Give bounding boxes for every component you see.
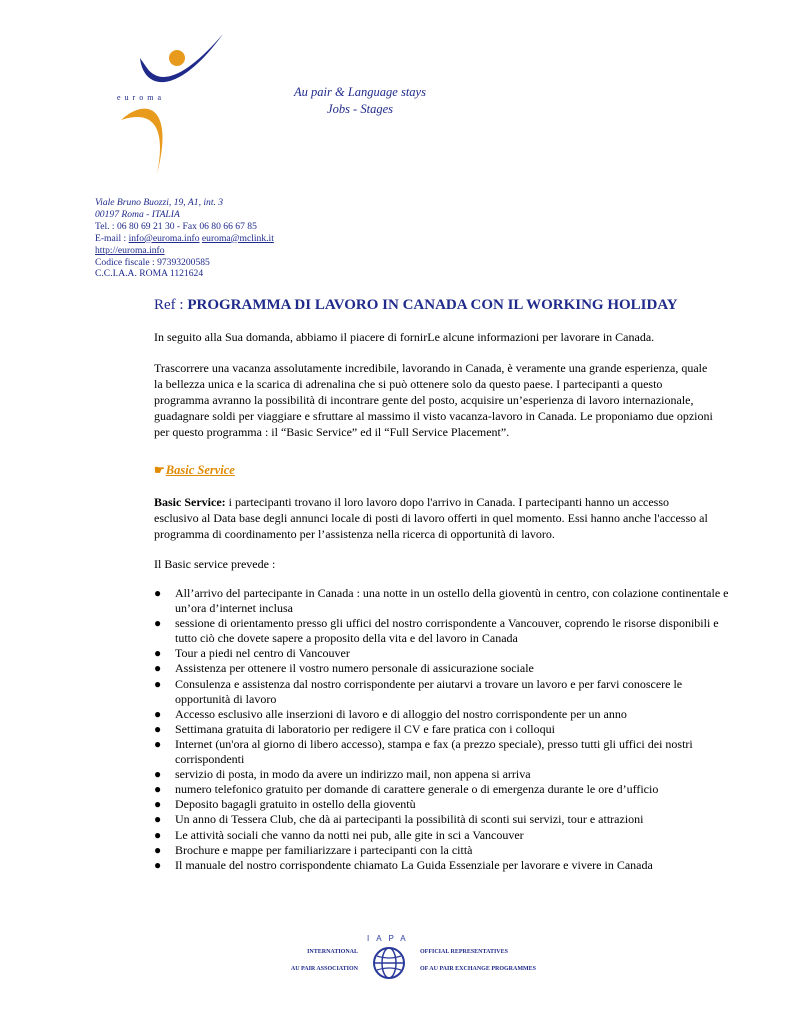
list-item: ● Un anno di Tessera Club, che dà ai partecipanti la possibilità di sconti sui servizi, tour e attrazioni xyxy=(154,812,644,827)
basic-service-text: i partecipanti trovano il loro lavoro dopo l'arrivo in Canada. I partecipanti hanno un accesso esclusivo al Data base degli annunci locale di posti di lavoro offerti in quel momento. Essi hanno anche l'accesso al programma di coordinamento per l’assistenza nella ricerca di opportunità di lavoro. xyxy=(154,495,708,541)
basic-service-link-text: Basic Service xyxy=(165,463,235,477)
tagline xyxy=(260,84,460,118)
list-item: ● Consulenza e assistenza dal nostro corrispondente per aiutarvi a trovare un lavoro e per farvi conoscere le opportunità di lavoro xyxy=(154,676,683,706)
basic-service-paragraph xyxy=(154,494,714,542)
ref-title: PROGRAMMA DI LAVORO IN CANADA CON IL WORKING HOLIDAY xyxy=(187,297,678,313)
bullet-icon: ● xyxy=(154,782,162,797)
email-prefix: E-mail : xyxy=(95,232,129,244)
city-address: 00197 Roma - ITALIA xyxy=(95,208,180,220)
bullet-icon: ● xyxy=(154,661,162,676)
list-item: ● sessione di orientamento presso gli uffici del nostro corrispondente a Vancouver, coprendo le risorse disponibili e tutto ciò che dovete sapere a proposito della vita e del lavoro in Canada xyxy=(154,616,719,646)
list-item: ● Brochure e mappe per familiarizzare i partecipanti con la città xyxy=(154,842,473,857)
bullet-icon: ● xyxy=(154,857,162,872)
list-item: ● Internet (un'ora al giorno di libero accesso), stampa e fax (a prezzo speciale), presso tutti gli uffici dei nostri corrispondenti xyxy=(154,736,693,767)
tagline-line-2: Jobs - Stages xyxy=(327,102,393,116)
euroma-logo-graphic xyxy=(105,28,235,178)
list-item: ● Tour a piedi nel centro di Vancouver xyxy=(154,646,350,661)
footer-left-line-2: AU PAIR ASSOCIATION xyxy=(290,966,358,972)
list-item: ● Settimana gratuita di laboratorio per redigere il CV e fare pratica con i colloqui xyxy=(154,721,555,736)
bullet-icon: ● xyxy=(154,646,162,661)
phone-fax: Tel. : 06 80 69 21 30 - Fax 06 80 66 67 85 xyxy=(95,220,257,232)
includes-intro: Il Basic service prevede : xyxy=(154,557,276,571)
bullet-icon: ● xyxy=(154,736,162,751)
list-item: ● Le attività sociali che vanno da notti nei pub, alle gite in sci a Vancouver xyxy=(154,827,524,842)
bullet-icon: ● xyxy=(154,812,162,827)
bullet-icon: ● xyxy=(154,797,162,812)
iapa-footer xyxy=(288,928,568,988)
bullet-icon: ● xyxy=(154,586,162,600)
basic-service-link[interactable] xyxy=(154,463,235,478)
cciaa-number: C.C.I.A.A. ROMA 1121624 xyxy=(95,268,204,280)
ref-label: Ref : xyxy=(154,297,184,313)
website-link[interactable]: http://euroma.info xyxy=(95,244,165,256)
logo-orange-dot xyxy=(169,50,185,66)
street-address: Viale Bruno Buozzi, 19, A1, int. 3 xyxy=(95,197,224,208)
bullet-icon: ● xyxy=(154,827,162,842)
list-item: ● All’arrivo del partecipante in Canada : una notte in un ostello della gioventù in centro, con colazione continentale e un’ora d’internet inclusa xyxy=(154,586,729,616)
logo-text: euroma xyxy=(117,93,165,102)
address-block xyxy=(95,197,274,280)
list-item: ● numero telefonico gratuito per domande di carattere generale o di emergenza durante le ore d’ufficio xyxy=(154,782,659,797)
ref-heading xyxy=(154,297,678,314)
iapa-letters: IAPA xyxy=(367,934,413,943)
fiscal-code: Codice fiscale : 97393200585 xyxy=(95,256,210,268)
footer-left-line-1: INTERNATIONAL xyxy=(307,949,358,955)
pointing-hand-icon: ☛ xyxy=(154,463,165,477)
basic-service-label: Basic Service: xyxy=(154,495,226,509)
email-line xyxy=(95,233,274,245)
list-item: ● Il manuale del nostro corrispondente chiamato La Guida Essenziale per lavorare e vivere in Canada xyxy=(154,857,653,872)
intro-paragraph: In seguito alla Sua domanda, abbiamo il piacere di fornirLe alcune informazioni per lavorare in Canada. xyxy=(154,330,655,344)
bullet-icon: ● xyxy=(154,767,162,782)
euroma-logo xyxy=(105,28,235,178)
list-item: ● Deposito bagagli gratuito in ostello della gioventù xyxy=(154,797,416,812)
email-link-mclink[interactable]: euroma@mclink.it xyxy=(201,232,274,244)
bullet-icon: ● xyxy=(154,721,162,736)
globe-icon xyxy=(372,946,406,980)
bullet-icon: ● xyxy=(154,842,162,857)
bullet-icon: ● xyxy=(154,676,162,691)
footer-right-line-1: OFFICIAL REPRESENTATIVES xyxy=(420,949,508,955)
services-list xyxy=(154,586,729,873)
description-paragraph: Trascorrere una vacanza assolutamente incredibile, lavorando in Canada, è veramente una grande esperienza, quale la bellezza unica e la scarica di adrenalina che si può ottenere solo da questo paese. I partecipanti a questo programma avranno la possibilità di incontrare gente del posto, acquisire un’esperienza di lavoro internazionale, guadagnare soldi per viaggiare e sfruttare al massimo il visto vacanza-lavoro in Canada. Le proponiamo due opzioni per questo programma : il “Basic Service” ed il “Full Service Placement”. xyxy=(154,361,713,439)
logo-orange-swoosh xyxy=(121,109,162,174)
bullet-icon: ● xyxy=(154,616,162,631)
tagline-line-1: Au pair & Language stays xyxy=(294,85,426,99)
email-link-info[interactable]: info@euroma.info xyxy=(128,232,200,244)
list-item: ● Accesso esclusivo alle inserzioni di lavoro e di alloggio del nostro corrispondente per un anno xyxy=(154,706,627,721)
list-item: ● servizio di posta, in modo da avere un indirizzo mail, non appena si arriva xyxy=(154,767,531,782)
footer-right-line-2: OF AU PAIR EXCHANGE PROGRAMMES xyxy=(420,966,536,972)
bullet-icon: ● xyxy=(154,706,162,721)
list-item: ● Assistenza per ottenere il vostro numero personale di assicurazione sociale xyxy=(154,661,534,676)
